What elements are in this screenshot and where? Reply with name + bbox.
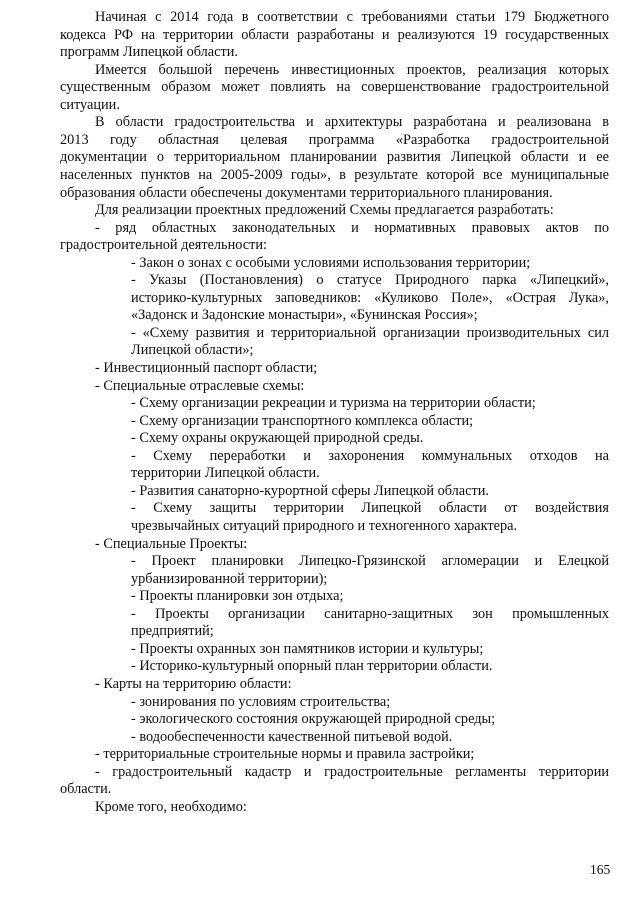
page-number: 165 — [590, 862, 611, 877]
text-line: - экологического состояния окружающей природной среды; — [131, 711, 496, 727]
text-line: историко-культурных заповедников: «Куликово Поле», «Острая Лука», — [131, 289, 609, 306]
text-line: существенным образом может повлиять на совершенствование градостроительной — [60, 79, 609, 96]
text-line: - Проект планировки Липецко-Грязинской агломерации и Елецкой — [131, 553, 609, 570]
text-line: Для реализации проектных предложений Схемы предлагается разработать: — [95, 202, 554, 219]
text-line: - Специальные отраслевые схемы: — [95, 377, 305, 394]
text-line: - Схему защиты территории Липецкой области от воздействия — [131, 500, 609, 517]
text-line: градостроительной деятельности: — [60, 237, 267, 254]
text-line: - Специальные Проекты: — [95, 535, 248, 552]
text-line: Начиная с 2014 года в соответствии с требованиями статьи 179 Бюджетного — [95, 9, 609, 25]
text-line: - Схему охраны окружающей природной среды. — [131, 430, 424, 447]
text-line: образования области обеспечены документами территориального планирования. — [60, 184, 553, 201]
text-line: - Проекты планировки зон отдыха; — [131, 588, 344, 605]
text-line: В области градостроительства и архитектуры разработана и реализована в — [95, 114, 609, 131]
text-line: области. — [60, 781, 112, 798]
text-line: программ Липецкой области. — [60, 44, 238, 61]
text-line: «Задонск и Задонские монастыри», «Бунинская Россия»; — [131, 307, 478, 324]
text-line: - Историко-культурный опорный план территории области. — [131, 658, 493, 675]
text-line: Имеется большой перечень инвестиционных проектов, реализация которых — [95, 61, 609, 78]
text-line: - Развития санаторно-курортной сферы Липецкой области. — [131, 482, 489, 499]
text-line: - водообеспеченности качественной питьевой водой. — [131, 728, 453, 745]
text-line: - градостроительный кадастр и градостроительные регламенты территории — [95, 763, 609, 780]
text-line: урбанизированной территории); — [131, 570, 328, 587]
text-line: территории Липецкой области. — [131, 465, 320, 482]
text-line: - Схему переработки и захоронения коммунальных отходов на — [131, 447, 609, 464]
text-line: предприятий; — [131, 623, 214, 640]
text-line: Липецкой области»; — [131, 342, 254, 359]
text-line: - Инвестиционный паспорт области; — [95, 360, 318, 376]
text-line: - Проекты охранных зон памятников истории и культуры; — [131, 640, 484, 657]
text-line: кодекса РФ на территории области разработаны и реализуются 19 государственных — [60, 26, 609, 43]
text-line: Кроме того, необходимо: — [95, 798, 247, 815]
text-line: - Карты на территорию области: — [95, 675, 292, 692]
text-line: - Закон о зонах с особыми условиями использования территории; — [131, 254, 531, 271]
text-line: - ряд областных законодательных и нормативных правовых актов по — [95, 219, 609, 236]
text-line: ситуации. — [60, 96, 120, 113]
text-line: - Схему организации рекреации и туризма на территории области; — [131, 395, 536, 412]
text-line: - Схему организации транспортного комплекса области; — [131, 412, 474, 429]
text-line: - Указы (Постановления) о статусе Природного парка «Липецкий», — [131, 272, 609, 289]
text-line: - зонирования по условиям строительства; — [131, 693, 391, 710]
text-line: 2013 году областная целевая программа «Разработка градостроительной — [60, 131, 609, 148]
text-line: - «Схему развития и территориальной организации производительных сил — [131, 324, 609, 341]
text-line: документации о территориальном планировании развития Липецкой области и ее — [60, 149, 609, 166]
text-line: - Проекты организации санитарно-защитных зон промышленных — [131, 605, 609, 622]
text-line: населенных пунктов на 2005-2009 годы», в результате которой все муниципальные — [60, 167, 609, 183]
text-line: - территориальные строительные нормы и правила застройки; — [95, 746, 475, 763]
text-line: чрезвычайных ситуаций природного и техногенного характера. — [131, 518, 518, 534]
